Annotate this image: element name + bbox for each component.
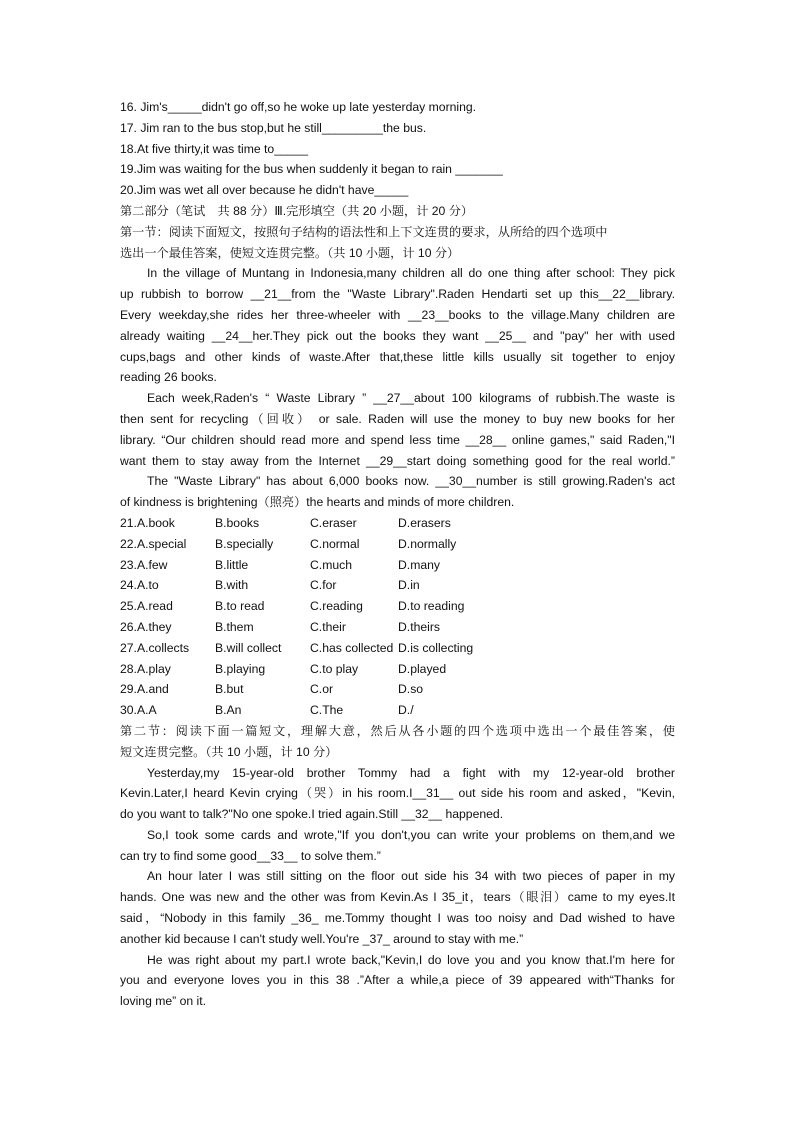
option-d: D.is collecting	[398, 640, 474, 655]
section1-passage-line: library. “Our children should read more and spend less time __28__ online games," said Raden,"I	[120, 432, 675, 447]
option-d: D.so	[398, 682, 424, 697]
options-row-21	[120, 513, 675, 534]
option-c: C.to play	[310, 661, 359, 676]
option-b: B.will collect	[215, 640, 282, 655]
option-b: B.playing	[215, 661, 266, 676]
options-row-24	[120, 575, 675, 596]
option-b: B.them	[215, 619, 254, 634]
option-b: B.little	[215, 557, 249, 572]
option-c: C.or	[310, 682, 334, 697]
section1-passage-line: cups,bags and other kinds of waste.After that,these little kills usually sit together to enjoy	[120, 349, 675, 364]
option-d: D.erasers	[398, 515, 451, 530]
option-a: 24.A.to	[120, 578, 159, 593]
options-row-28	[120, 659, 675, 680]
section2-passage-line: another kid because I can't study well.You're _37_ around to stay with me.”	[120, 931, 524, 946]
section2-passage-line: hands. One was new and the other was from Kevin.As I 35_it，tears（眼泪）came to my eyes.It	[120, 890, 675, 905]
section1-passage-line: then sent for recycling（回收） or sale. Raden will use the money to buy new books for her	[120, 411, 675, 426]
section2-passage-line: said，“Nobody in this family _36_ me.Tommy thought I was too noisy and Dad wished to have	[120, 911, 675, 926]
part2-header: 第二部分（笔试 共 88 分）Ⅲ.完形填空（共 20 小题，计 20 分）	[120, 203, 474, 218]
question-17: 17. Jim ran to the bus stop,but he still_________the bus.	[120, 120, 427, 135]
option-b: B.specially	[215, 536, 274, 551]
section2-passage-line: He was right about my part.I wrote back,"Kevin,I do love you and you know that.I'm here for	[147, 952, 675, 967]
option-a: 21.A.book	[120, 515, 175, 530]
section1-passage-line: The "Waste Library" has about 6,000 books now. __30__number is still growing.Raden's act	[147, 474, 675, 489]
option-a: 25.A.read	[120, 599, 173, 614]
option-b: B.to read	[215, 599, 265, 614]
option-c: C.The	[310, 703, 344, 718]
section2-instruction-line: 第二节：阅读下面一篇短文，理解大意，然后从各小题的四个选项中选出一个最佳答案，使	[120, 723, 675, 738]
option-c: C.normal	[310, 536, 360, 551]
option-c: C.eraser	[310, 515, 357, 530]
option-a: 26.A.they	[120, 619, 172, 634]
section2-passage-line: Yesterday,my 15-year-old brother Tommy had a fight with my 12-year-old brother	[147, 765, 675, 780]
option-b: B.books	[215, 515, 260, 530]
option-a: 23.A.few	[120, 557, 168, 572]
section1-passage-line: of kindness is brightening（照亮）the hearts and minds of more children.	[120, 495, 515, 510]
question-16: 16. Jim's_____didn't go off,so he woke up late yesterday morning.	[120, 100, 477, 114]
option-c: C.for	[310, 578, 337, 593]
section2-passage-line: loving me” on it.	[120, 994, 207, 1009]
option-d: D./	[398, 703, 414, 718]
options-row-30	[120, 700, 675, 721]
section1-passage-line: reading 26 books.	[120, 370, 217, 385]
option-c: C.their	[310, 619, 346, 634]
option-a: 27.A.collects	[120, 640, 190, 655]
options-row-22	[120, 534, 675, 555]
option-d: D.many	[398, 557, 440, 572]
section1-instruction-line: 选出一个最佳答案，使短文连贯完整。（共 10 小题，计 10 分）	[120, 245, 460, 260]
section2-instruction-line: 短文连贯完整。（共 10 小题，计 10 分）	[120, 744, 338, 759]
option-d: D.to reading	[398, 599, 465, 614]
option-a: 28.A.play	[120, 661, 171, 676]
option-a: 29.A.and	[120, 682, 169, 697]
section1-instruction-line: 第一节：阅读下面短文，按照句子结构的语法性和上下文连贯的要求，从所给的四个选项中	[120, 224, 608, 239]
section2-passage-line: you and everyone loves you in this 38 .”After a while,a piece of 39 appeared with“Thanks for	[120, 973, 675, 988]
option-c: C.has collected	[310, 640, 394, 655]
question-18: 18.At five thirty,it was time to_____	[120, 141, 309, 156]
section2-passage-line: Kevin.Later,I heard Kevin crying（哭）in his room.I__31__ out side his room and asked，"Kevin,	[120, 786, 675, 801]
option-d: D.in	[398, 578, 420, 593]
option-b: B.An	[215, 703, 242, 718]
options-row-25	[120, 596, 675, 617]
option-a: 30.A.A	[120, 703, 157, 718]
section1-passage-line: In the village of Muntang in Indonesia,many children all do one thing after school: They pick	[147, 266, 675, 281]
options-row-26	[120, 617, 675, 638]
option-a: 22.A.special	[120, 536, 187, 551]
section1-passage-line: up rubbish to borrow __21__from the "Waste Library".Raden Hendarti set up this__22__library.	[120, 287, 675, 302]
options-row-27	[120, 638, 675, 659]
question-20: 20.Jim was wet all over because he didn't have_____	[120, 183, 409, 198]
exam-content	[120, 97, 675, 1012]
section1-passage-line: already waiting __24__her.They pick out the books they want __25__ and "pay" her with used	[120, 328, 675, 343]
section2-passage-line: do you want to talk?"No one spoke.I tried again.Still __32__ happened.	[120, 807, 504, 822]
options-row-29	[120, 679, 675, 700]
section1-passage-line: want them to stay away from the Internet __29__start doing something good for the real world.”	[120, 453, 675, 468]
option-b: B.but	[215, 682, 244, 697]
option-d: D.played	[398, 661, 447, 676]
option-b: B.with	[215, 578, 249, 593]
option-c: C.much	[310, 557, 352, 572]
question-19: 19.Jim was waiting for the bus when suddenly it began to rain _______	[120, 162, 503, 177]
section2-passage-line: So,I took some cards and wrote,"If you don't,you can write your problems on them,and we	[147, 827, 675, 842]
options-row-23	[120, 555, 675, 576]
section2-passage-line: can try to find some good__33__ to solve them.”	[120, 848, 381, 863]
option-d: D.theirs	[398, 619, 440, 634]
option-d: D.normally	[398, 536, 457, 551]
option-c: C.reading	[310, 599, 363, 614]
section2-passage-line: An hour later I was still sitting on the floor out side his 34 with two pieces of paper in my	[147, 869, 675, 884]
section1-passage-line: Each week,Raden's “ Waste Library ” __27__about 100 kilograms of rubbish.The waste is	[147, 391, 675, 406]
section1-passage-line: Every weekday,she rides her three-wheeler with __23__books to the village.Many children are	[120, 307, 675, 322]
